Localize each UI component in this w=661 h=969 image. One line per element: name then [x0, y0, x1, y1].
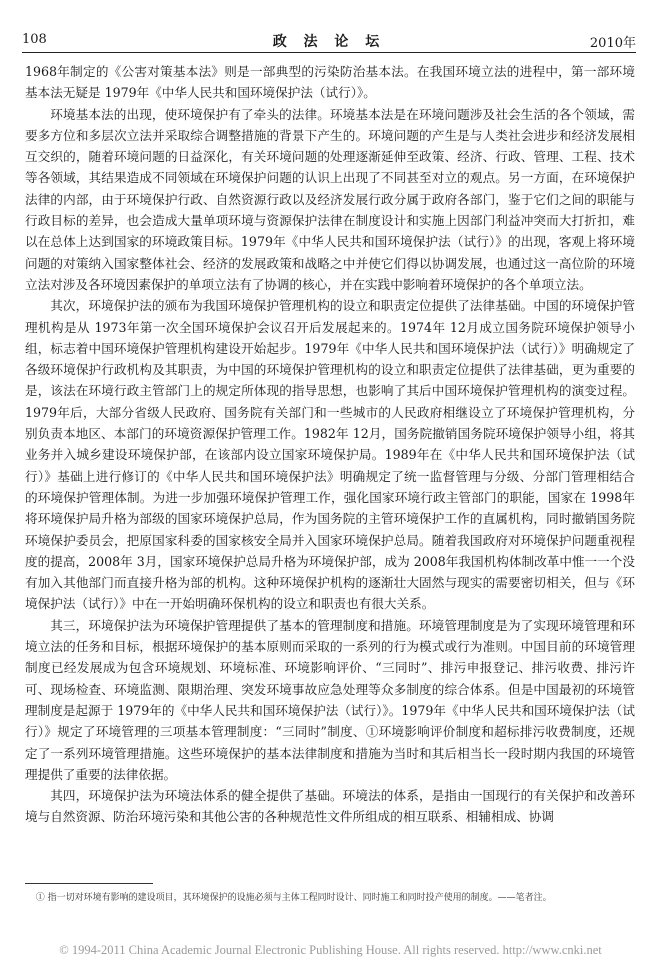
journal-title: 政 法 论 坛 [272, 34, 386, 50]
paragraph-2: 环境基本法的出现，使环境保护有了牵头的法律。环境基本法是在环境问题涉及社会生活的各个领域，需要多方位和多层次立法并采取综合调整措施的背景下产生的。环境问题的产生是与人类社会进步和经济发展相互交织的，随着环境问题的日益深化，有关环境问题的处理逐渐延伸至政策、经济、行政、管理、工程、技术等各领域，其结果造成不同领域在环境保护问题的认识上出现了不同甚至对立的观点。另一方面，在环境保护法律的内部，由于环境保护行政、自然资源行政以及经济发展行政分属于政府各部门，鉴于它们之间的职能与行政目标的差异，也会造成大量单项环境与资源保护法律在制度设计和实施上因部门利益冲突而大打折扣，难以在总体上达到国家的环境政策目标。1979年《中华人民共和国环境保护法（试行）》的出现，客观上将环境问题的对策纳入国家整体社会、经济的发展政策和战略之中并使它们得以协调发展，也通过这一高位阶的环境立法对涉及各环境因素保护的单项立法有了协调的核心，并在实践中影响着环境保护的各个单项立法。 [25, 106, 635, 292]
running-header [22, 30, 636, 53]
footnote-divider [25, 883, 153, 884]
page-number: 108 [22, 32, 47, 47]
paragraph-1: 1968年制定的《公害对策基本法》则是一部典型的污染防治基本法。在我国环境立法的进程中，第一部环境基本法无疑是 1979年《中华人民共和国环境保护法（试行）》。 [25, 64, 635, 101]
copyright-notice: © 1994-2011 China Academic Journal Electronic Publishing House. All rights reserved. http://www.cnki.net [59, 943, 602, 957]
paragraph-3: 其次，环境保护法的颁布为我国环境保护管理机构的设立和职责定位提供了法律基础。中国的环境保护管理机构是从 1973年第一次全国环境保护会议召开后发展起来的。1974年 12月成立国务院环境保护领导小组，标志着中国环境保护管理机构建设开始起步。1979年《中华人民共和国环境保护法（试行）》明确规定了各级环境保护行政机构及其职责，为中国的环境保护管理机构的设立和职责定位提供了法律基础，更为重要的是，该法在环境行政主管部门上的规定所体现的指导思想，也影响了其后中国环境保护管理机构的演变过程。1979年后，大部分省级人民政府、国务院有关部门和一些城市的人民政府相继设立了环境保护管理机构，分别负责本地区、本部门的环境资源保护管理工作。1982年 12月，国务院撤销国务院环境保护领导小组，将其业务并入城乡建设环境保护部，在该部内设立国家环境保护局。1989年在《中华人民共和国环境保护法（试行）》基础上进行修订的《中华人民共和国环境保护法》明确规定了统一监督管理与分级、分部门管理相结合的环境保护管理体制。为进一步加强环境保护管理工作，强化国家环境行政主管部门的职能，国家在 1998年将环境保护局升格为部级的国家环境保护总局，作为国务院的主管环境保护工作的直属机构，同时撤销国务院环境保护委员会，把原国家科委的国家核安全局并入国家环境保护总局。随着我国政府对环境保护问题重视程度的提高，2008年 3月，国家环境保护总局升格为环境保护部，成为 2008年我国机构体制改革中惟一一个没有加入其他部门而直接升格为部的机构。这种环境保护机构的逐渐壮大固然与现实的需要密切相关，但与《环境保护法（试行）》中在一开始明确环保机构的设立和职责也有很大关系。 [25, 298, 635, 612]
paragraph-5: 其四，环境保护法为环境法体系的健全提供了基础。环境法的体系，是指由一国现行的有关保护和改善环境与自然资源、防治环境污染和其他公害的各种规范性文件所组成的相互联系、相辅相成、协调 [25, 788, 635, 825]
article-body [25, 61, 635, 828]
issue-year: 2010年 [589, 36, 636, 51]
footnote: ① 指一切对环境有影响的建设项目，其环境保护的设施必须与主体工程同时设计、同时施工和同时投产使用的制度。——笔者注。 [35, 893, 552, 903]
paragraph-4: 其三，环境保护法为环境保护管理提供了基本的管理制度和措施。环境管理制度是为了实现环境管理和环境立法的任务和目标，根据环境保护的基本原则而采取的一系列的行为模式或行为准则。中国目前的环境管理制度已经发展成为包含环境规划、环境标准、环境影响评价、“三同时”、排污申报登记、排污收费、排污许可、现场检查、环境监测、限期治理、突发环境事故应急处理等众多制度的综合体系。但是中国最初的环境管理制度是起源于 1979年的《中华人民共和国环境保护法（试行）》。1979年《中华人民共和国环境保护法（试行）》规定了环境管理的三项基本管理制度：“三同时”制度、①环境影响评价制度和超标排污收费制度，还规定了一系列环境管理措施。这些环境保护的基本法律制度和措施为当时和其后相当长一段时期内我国的环境管理提供了重要的法律依据。 [25, 617, 635, 782]
